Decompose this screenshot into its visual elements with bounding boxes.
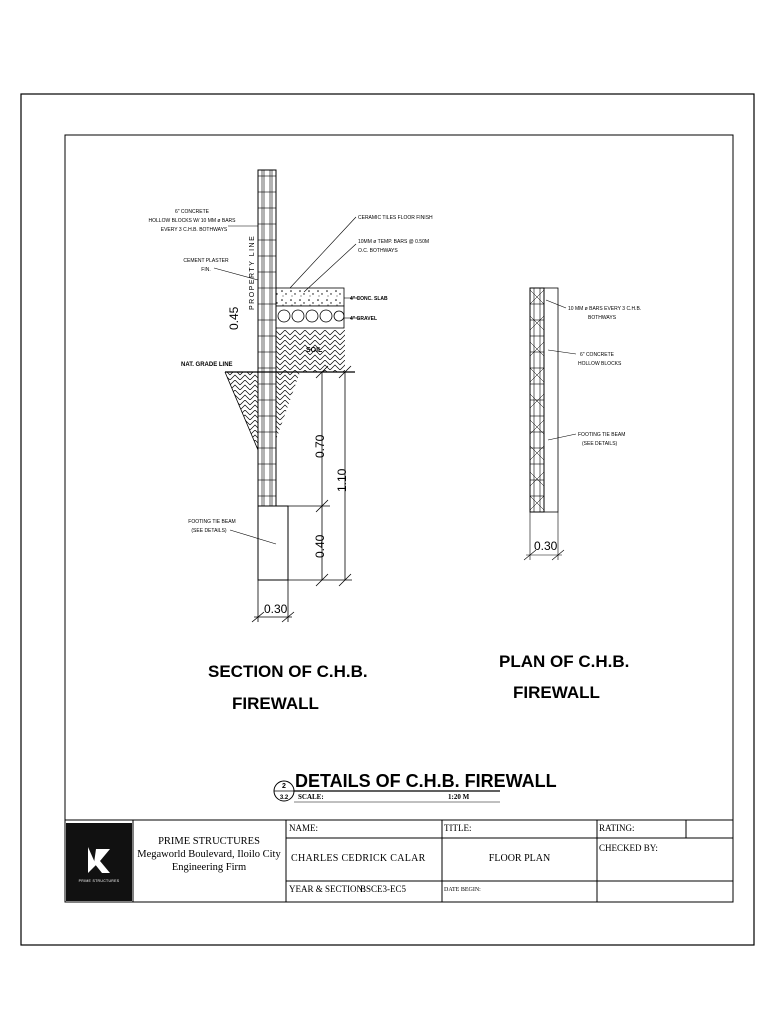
dim-070: 0.70 [313, 434, 327, 458]
note-chb-2: HOLLOW BLOCKS W/ 10 MM ø BARS [148, 218, 236, 224]
dim-045: 0.45 [227, 306, 241, 330]
note-soil: SOIL [306, 347, 323, 354]
note-tiles: CERAMIC TILES FLOOR FINISH [358, 215, 433, 221]
logo-text: PRIME STRUCTURES [78, 879, 120, 883]
scale-value: 1:20 M [448, 793, 470, 801]
bubble-top: 2 [282, 783, 286, 790]
plan-note-bars-2: BOTHWAYS [588, 315, 617, 321]
firm-info [134, 835, 284, 874]
section-title-line2: FIREWALL [232, 694, 319, 713]
firm-address: Megaworld Boulevard, Iloilo City [137, 849, 281, 860]
plan-drawing [524, 288, 576, 560]
bubble-bottom: 3.2 [279, 795, 289, 801]
note-temp-bars-1: 10MM ø TEMP. BARS @ 0.50M [358, 239, 430, 245]
plan-note-chb-1: 6" CONCRETE [580, 352, 615, 358]
date-begin-label: DATE BEGIN: [444, 887, 481, 893]
outer-border [21, 94, 754, 945]
dim-040: 0.40 [313, 534, 327, 558]
firm-name: PRIME STRUCTURES [158, 836, 260, 847]
plan-note-footing-2: (SEE DETAILS) [582, 441, 618, 447]
checked-by-label: CHECKED BY: [599, 843, 658, 853]
name-label: NAME: [289, 823, 318, 833]
detail-title-block [274, 771, 557, 802]
plan-note-footing-1: FOOTING TIE BEAM [578, 432, 626, 438]
year-section-value: BSCE3-EC5 [360, 884, 407, 894]
note-grade: NAT. GRADE LINE [181, 362, 233, 368]
title-value: FLOOR PLAN [488, 853, 551, 864]
note-slab: 4" CONC. SLAB [350, 296, 388, 302]
section-title [208, 662, 368, 713]
plan-title-line1: PLAN OF C.H.B. [499, 652, 630, 671]
year-section-label: YEAR & SECTION: [289, 884, 366, 894]
plan-title-line2: FIREWALL [513, 683, 600, 702]
plan-note-bars-1: 10 MM ø BARS EVERY 3 C.H.B. [568, 306, 642, 312]
note-temp-bars-2: O.C. BOTHWAYS [358, 248, 398, 254]
property-line-label: PROPERTY LINE [249, 234, 256, 310]
dim-110: 1.10 [335, 468, 349, 492]
logo-mark-icon [66, 823, 132, 901]
section-title-line1: SECTION OF C.H.B. [208, 662, 368, 681]
slab [276, 288, 344, 306]
note-chb-3: EVERY 3 C.H.B. BOTHWAYS [160, 227, 228, 233]
firm-logo [66, 823, 132, 901]
scale-label: SCALE: [298, 793, 324, 801]
plan-note-chb-2: HOLLOW BLOCKS [578, 361, 622, 367]
chb-wall [258, 170, 276, 506]
plan-notes [568, 306, 641, 447]
note-chb-1: 6" CONCRETE [174, 209, 210, 215]
firm-type: Engineering Firm [171, 862, 247, 873]
dim-030: 0.30 [264, 602, 288, 616]
name-value: CHARLES CEDRICK CALAR [291, 853, 426, 864]
rating-label: RATING: [599, 823, 635, 833]
plan-wall [530, 288, 544, 512]
note-gravel: 4" GRAVEL [350, 316, 378, 322]
plan-dim-030: 0.30 [534, 539, 558, 553]
section-drawing [214, 170, 360, 622]
detail-title: DETAILS OF C.H.B. FIREWALL [295, 771, 557, 791]
note-plaster-1: CEMENT PLASTER [183, 258, 229, 264]
note-plaster-2: FIN. [201, 267, 211, 273]
plan-title [499, 652, 629, 702]
note-footing-1: FOOTING TIE BEAM [188, 519, 236, 525]
note-footing-2: (SEE DETAILS) [191, 528, 227, 534]
title-label: TITLE: [444, 823, 472, 833]
